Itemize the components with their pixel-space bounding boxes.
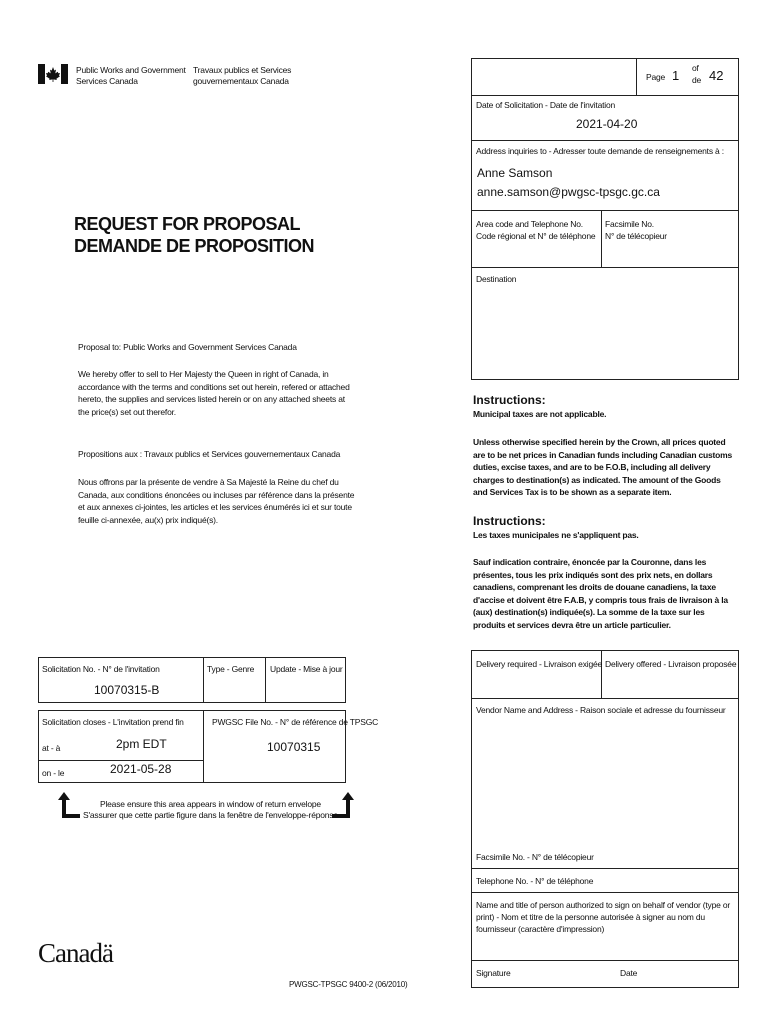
page-number: 1 [672,68,680,83]
canada-wordmark: Canadä [38,938,113,968]
facsimile-label-en: Facsimile No. [605,219,654,229]
closing-label: Solicitation closes - L'invitation prend fin [42,717,184,727]
department-name-fr [193,65,291,87]
page-of-label: of [692,63,699,73]
telephone-label-en: Area code and Telephone No. [476,219,583,229]
solicitation-number-label: Solicitation No. - N° de l'invitation [42,664,160,674]
instructions-body-en: Unless otherwise specified herein by the Crown, all prices quoted are to be net prices in Canadian funds including Canadian customs duties, excise taxes, and are to be F.O.B, including all delivery charges to destination(s) as indicated. The amount of the Goods and Services Tax is to be shown as a separate item. [473,437,733,497]
update-label: Update - Mise à jour [270,664,343,674]
envelope-note-en: Please ensure this area appears in window of return envelope [100,799,321,809]
file-number-label: PWGSC File No. - N° de référence de TPSGC [212,717,379,727]
delivery-offered-label: Delivery offered - Livraison proposée [605,659,737,669]
file-number-value: 10070315 [267,740,321,754]
canada-flag-icon [38,64,68,84]
proposal-to-en: Proposal to: Public Works and Government Services Canada [78,342,297,352]
closing-date-value: 2021-05-28 [110,762,172,776]
title-en: REQUEST FOR PROPOSAL [74,214,301,234]
page-indicator [640,62,736,92]
closing-on-label: on - le [42,768,65,778]
instructions-municipal-en: Municipal taxes are not applicable. [473,409,607,419]
proposal-offer-fr: Nous offrons par la présente de vendre à Sa Majesté la Reine du chef du Canada, aux conditions énoncées ou incluses par référence dans la présente et aux annexes ci-jointes, les articles et les services énumérés ici et sur toute feuille ci-annexée, au(x) prix indiqué(s). [78,477,355,525]
form-number: PWGSC-TPSGC 9400-2 (06/2010) [289,980,408,989]
page-total: 42 [709,68,724,83]
dept-fr-line2: gouvernementaux Canada [193,76,289,86]
dept-en-line1: Public Works and Government [76,65,186,75]
dept-en-line2: Services Canada [76,76,138,86]
dept-fr-line1: Travaux publics et Services [193,65,292,75]
signature-label: Signature [476,968,511,978]
proposal-to-fr: Propositions aux : Travaux publics et Services gouvernementaux Canada [78,449,341,459]
telephone-label [476,218,595,242]
corner-arrow-left-icon [58,792,80,820]
destination-label: Destination [476,274,517,284]
telephone-label-fr: Code régional et N° de téléphone [476,231,596,241]
solicitation-number-value: 10070315-B [94,683,160,697]
facsimile-label [605,218,667,242]
instructions-heading-en: Instructions: [473,393,546,407]
vendor-fax-label: Facsimile No. - N° de télécopieur [476,852,594,862]
inquiries-label: Address inquiries to - Adresser toute demande de renseignements à : [476,146,724,156]
authorized-person-label: Name and title of person authorized to sign on behalf of vendor (type or print) - Nom et titre de la personne autorisée à signer au nom du fournisseur (caractère d'impression) [476,900,730,934]
vendor-name-label: Vendor Name and Address - Raison sociale et adresse du fournisseur [476,705,726,715]
title-fr: DEMANDE DE PROPOSITION [74,236,315,256]
instructions-municipal-fr: Les taxes municipales ne s'appliquent pas. [473,530,639,540]
delivery-required-label: Delivery required - Livraison exigée [476,659,603,669]
instructions-body-fr: Sauf indication contraire, énoncée par la Couronne, dans les présentes, tous les prix indiqués sont des prix nets, en dollars canadiens, comprenant les droits de douane canadiens, la taxe d'accise et doivent être F.A.B, y compris tous frais de livraison à la (aux) destination(s) indiquée(s). La somme de la taxe sur les produits et services devra être un article particulier. [473,557,728,630]
page-de-label: de [692,75,702,85]
vendor-phone-label: Telephone No. - N° de téléphone [476,876,594,886]
page-label: Page [646,72,666,82]
instructions-heading-fr: Instructions: [473,514,546,528]
signature-date-label: Date [620,968,638,978]
solicitation-date-label: Date of Solicitation - Date de l'invitation [476,100,616,110]
document-title [74,213,314,257]
solicitation-date-value: 2021-04-20 [576,117,638,131]
facsimile-label-fr: N° de télécopieur [605,231,667,241]
vendor-panel [471,650,739,988]
envelope-note-fr: S'assurer que cette partie figure dans la fenêtre de l'enveloppe-réponse [83,810,338,820]
inquiries-name: Anne Samson [477,166,553,180]
inquiries-email: anne.samson@pwgsc-tpsgc.gc.ca [477,185,660,199]
type-label: Type - Genre [207,664,255,674]
closing-at-label: at - à [42,743,61,753]
proposal-offer-en: We hereby offer to sell to Her Majesty the Queen in right of Canada, in accordance with the terms and conditions set out herein, refered or attached hereto, the supplies and services listed herein or on any attached sheets at the price(s) set out therefor. [78,369,350,417]
closing-time-value: 2pm EDT [116,737,167,751]
department-name-en [76,65,186,87]
